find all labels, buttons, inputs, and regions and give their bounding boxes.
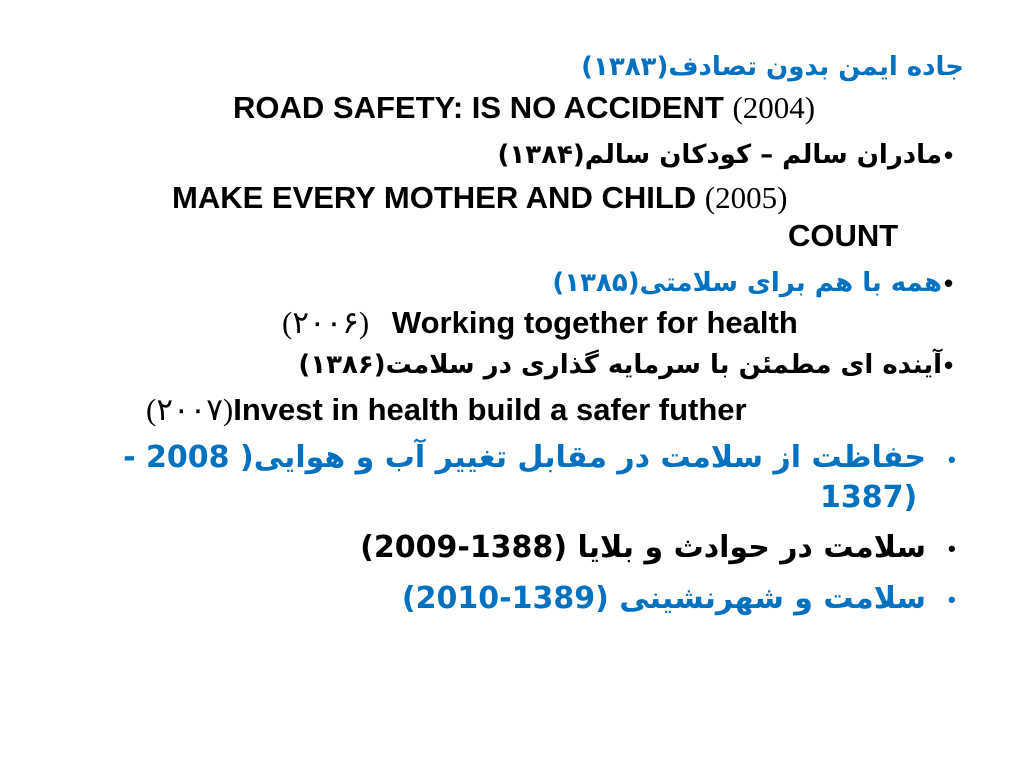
item-5-persian: حفاظت از سلامت در مقابل تغییر آب و هوایی( 2008 -: [123, 440, 926, 475]
item-7-persian: سلامت و شهرنشینی (1389-2010): [401, 581, 926, 616]
bullet-2: •: [944, 140, 954, 170]
item-4-english: [146, 392, 747, 428]
item-2-persian: مادران سالم – کودکان سالم(۱۳۸۴): [497, 140, 942, 170]
item-1-english-year: (2004): [732, 90, 816, 125]
item-5-persian-line2: 1387): [820, 480, 918, 515]
item-1-english-text: ROAD SAFETY: IS NO ACCIDENT: [233, 90, 724, 125]
item-4-english-text: Invest in health build a safer futher: [233, 392, 747, 427]
item-2-english-year: (2005): [704, 180, 788, 215]
bullet-5: •: [948, 447, 956, 472]
bullet-7: •: [948, 587, 956, 612]
item-1-persian: جاده ایمن بدون تصادف(۱۳۸۳): [581, 52, 964, 82]
bullet-6: •: [948, 536, 956, 561]
item-4-english-year: (۲۰۰۷): [146, 392, 234, 427]
bullet-3: •: [944, 268, 954, 298]
item-4-persian: آینده ای مطمئن با سرمایه گذاری در سلامت(۱۳۸۶): [298, 350, 942, 380]
item-3-english: [282, 305, 798, 341]
item-3-persian: همه با هم برای سلامتی(۱۳۸۵): [552, 268, 942, 298]
bullet-4: •: [944, 350, 954, 380]
item-1-english: [233, 90, 815, 126]
item-3-english-year: (۲۰۰۶): [282, 305, 370, 340]
item-6-persian: سلامت در حوادث و بلایا (1388-2009): [360, 530, 926, 565]
item-2-english: [172, 180, 787, 216]
item-2-english-text: MAKE EVERY MOTHER AND CHILD: [172, 180, 697, 215]
item-2-english-line2: COUNT: [788, 218, 899, 253]
item-3-english-text: Working together for health: [391, 305, 798, 340]
